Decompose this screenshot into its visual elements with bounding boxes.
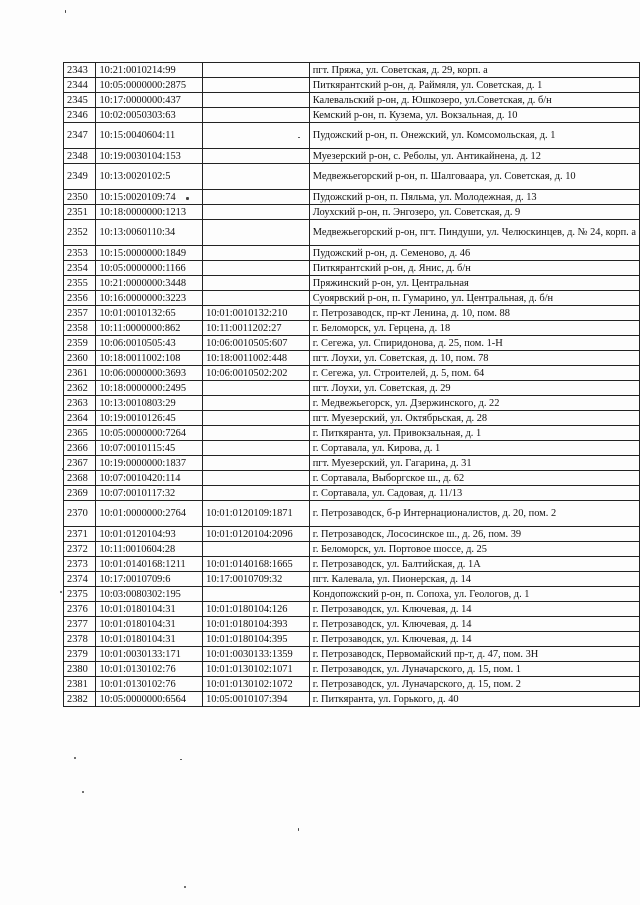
room-cadastral-number-cell xyxy=(203,276,310,291)
address-cell: пгт. Лоухи, ул. Советская, д. 29 xyxy=(309,381,639,396)
address-cell: г. Питкяранта, ул. Привокзальная, д. 1 xyxy=(309,426,639,441)
table-row xyxy=(64,321,640,336)
address-cell: г. Петрозаводск, Лососинское ш., д. 26, пом. 39 xyxy=(309,527,639,542)
room-cadastral-number-cell: 10:01:0180104:126 xyxy=(203,602,310,617)
address-cell: Медвежьегорский р-он, пгт. Пиндуши, ул. Челюскинцев, д. № 24, корп. а xyxy=(309,220,639,246)
row-number-cell: 2365 xyxy=(64,426,96,441)
address-cell: Питкярантский р-он, д. Раймяля, ул. Советская, д. 1 xyxy=(309,78,639,93)
cadastral-number-cell: 10:03:0080302:195 xyxy=(96,587,203,602)
room-cadastral-number-cell: 10:01:0130102:1071 xyxy=(203,662,310,677)
table-row xyxy=(64,617,640,632)
address-cell: пгт. Муезерский, ул. Гагарина, д. 31 xyxy=(309,456,639,471)
address-cell: пгт. Пряжа, ул. Советская, д. 29, корп. а xyxy=(309,63,639,78)
row-number-cell: 2351 xyxy=(64,205,96,220)
address-cell: Пудожский р-он, п. Пяльма, ул. Молодежная, д. 13 xyxy=(309,190,639,205)
address-cell: Пудожский р-он, д. Семеново, д. 46 xyxy=(309,246,639,261)
cadastral-number-cell: 10:17:0000000:437 xyxy=(96,93,203,108)
address-cell: Суоярвский р-он, п. Гумарино, ул. Центральная, д. б/н xyxy=(309,291,639,306)
row-number-cell: 2370 xyxy=(64,501,96,527)
cadastral-number-cell: 10:01:0120104:93 xyxy=(96,527,203,542)
cadastral-number-cell: 10:13:0010803:29 xyxy=(96,396,203,411)
table-row xyxy=(64,190,640,205)
cadastral-number-cell: 10:19:0000000:1837 xyxy=(96,456,203,471)
room-cadastral-number-cell xyxy=(203,441,310,456)
cadastral-number-cell: 10:07:0010115:45 xyxy=(96,441,203,456)
row-number-cell: 2362 xyxy=(64,381,96,396)
room-cadastral-number-cell: 10:17:0010709:32 xyxy=(203,572,310,587)
table-row xyxy=(64,93,640,108)
scan-speck xyxy=(180,759,182,760)
address-cell: Питкярантский р-он, д. Янис, д. б/н xyxy=(309,261,639,276)
address-cell: г. Петрозаводск, ул. Ключевая, д. 14 xyxy=(309,602,639,617)
room-cadastral-number-cell: 10:01:0120109:1871 xyxy=(203,501,310,527)
table-row xyxy=(64,647,640,662)
row-number-cell: 2360 xyxy=(64,351,96,366)
room-cadastral-number-cell xyxy=(203,93,310,108)
address-cell: г. Сегежа, ул. Строителей, д. 5, пом. 64 xyxy=(309,366,639,381)
table-row xyxy=(64,381,640,396)
address-cell: г. Петрозаводск, ул. Ключевая, д. 14 xyxy=(309,632,639,647)
address-cell: г. Питкяранта, ул. Горького, д. 40 xyxy=(309,692,639,707)
address-cell: г. Петрозаводск, ул. Балтийская, д. 1А xyxy=(309,557,639,572)
table-row xyxy=(64,456,640,471)
table-row xyxy=(64,366,640,381)
cadastral-number-cell: 10:13:0060110:34 xyxy=(96,220,203,246)
row-number-cell: 2382 xyxy=(64,692,96,707)
room-cadastral-number-cell: 10:06:0010505:607 xyxy=(203,336,310,351)
scan-speck xyxy=(298,828,299,831)
room-cadastral-number-cell xyxy=(203,246,310,261)
row-number-cell: 2377 xyxy=(64,617,96,632)
property-register-table xyxy=(63,62,640,707)
room-cadastral-number-cell xyxy=(203,587,310,602)
address-cell: Лоухский р-он, п. Энгозеро, ул. Советская, д. 9 xyxy=(309,205,639,220)
address-cell: г. Сегежа, ул. Спиридонова, д. 25, пом. 1-Н xyxy=(309,336,639,351)
row-number-cell: 2354 xyxy=(64,261,96,276)
room-cadastral-number-cell: 10:01:0030133:1359 xyxy=(203,647,310,662)
row-number-cell: 2347 xyxy=(64,123,96,149)
row-number-cell: 2374 xyxy=(64,572,96,587)
row-number-cell: 2372 xyxy=(64,542,96,557)
row-number-cell: 2366 xyxy=(64,441,96,456)
row-number-cell: 2349 xyxy=(64,164,96,190)
row-number-cell: 2355 xyxy=(64,276,96,291)
room-cadastral-number-cell xyxy=(203,190,310,205)
table-row xyxy=(64,662,640,677)
room-cadastral-number-cell xyxy=(203,396,310,411)
table-row xyxy=(64,486,640,501)
cadastral-number-cell: 10:18:0000000:2495 xyxy=(96,381,203,396)
row-number-cell: 2361 xyxy=(64,366,96,381)
row-number-cell: 2368 xyxy=(64,471,96,486)
row-number-cell: 2364 xyxy=(64,411,96,426)
row-number-cell: 2381 xyxy=(64,677,96,692)
address-cell: г. Медвежьегорск, ул. Дзержинского, д. 22 xyxy=(309,396,639,411)
table-row xyxy=(64,246,640,261)
cadastral-number-cell: 10:01:0140168:1211 xyxy=(96,557,203,572)
cadastral-number-cell: 10:15:0040604:11 xyxy=(96,123,203,149)
cadastral-number-cell: 10:01:0130102:76 xyxy=(96,677,203,692)
address-cell: пгт. Муезерский, ул. Октябрьская, д. 28 xyxy=(309,411,639,426)
address-cell: г. Петрозаводск, пр-кт Ленина, д. 10, пом. 88 xyxy=(309,306,639,321)
cadastral-number-cell: 10:19:0030104:153 xyxy=(96,149,203,164)
cadastral-number-cell: 10:02:0050303:63 xyxy=(96,108,203,123)
room-cadastral-number-cell xyxy=(203,426,310,441)
table-row xyxy=(64,677,640,692)
table-row xyxy=(64,692,640,707)
room-cadastral-number-cell: 10:05:0010107:394 xyxy=(203,692,310,707)
table-row xyxy=(64,632,640,647)
cadastral-number-cell: 10:05:0000000:2875 xyxy=(96,78,203,93)
cadastral-number-cell: 10:05:0000000:7264 xyxy=(96,426,203,441)
table-row xyxy=(64,276,640,291)
table-row xyxy=(64,557,640,572)
cadastral-number-cell: 10:01:0180104:31 xyxy=(96,602,203,617)
cadastral-number-cell: 10:01:0180104:31 xyxy=(96,632,203,647)
cadastral-number-cell: 10:01:0000000:2764 xyxy=(96,501,203,527)
cadastral-number-cell: 10:07:0010420:114 xyxy=(96,471,203,486)
table-row xyxy=(64,220,640,246)
cadastral-number-cell: 10:16:0000000:3223 xyxy=(96,291,203,306)
table-row xyxy=(64,336,640,351)
row-number-cell: 2358 xyxy=(64,321,96,336)
scan-speck xyxy=(82,791,84,793)
address-cell: г. Петрозаводск, ул. Луначарского, д. 15, пом. 1 xyxy=(309,662,639,677)
scan-speck xyxy=(62,468,64,470)
row-number-cell: 2376 xyxy=(64,602,96,617)
room-cadastral-number-cell xyxy=(203,205,310,220)
address-cell: Медвежьегорский р-он, п. Шалговаара, ул. Советская, д. 10 xyxy=(309,164,639,190)
cadastral-number-cell: 10:07:0010117:32 xyxy=(96,486,203,501)
room-cadastral-number-cell: 10:11:0011202:27 xyxy=(203,321,310,336)
row-number-cell: 2375 xyxy=(64,587,96,602)
cadastral-number-cell: 10:11:0010604:28 xyxy=(96,542,203,557)
table-row xyxy=(64,261,640,276)
room-cadastral-number-cell: 10:01:0130102:1072 xyxy=(203,677,310,692)
table-row xyxy=(64,411,640,426)
room-cadastral-number-cell: 10:06:0010502:202 xyxy=(203,366,310,381)
row-number-cell: 2369 xyxy=(64,486,96,501)
scan-speck xyxy=(298,137,300,138)
row-number-cell: 2348 xyxy=(64,149,96,164)
room-cadastral-number-cell xyxy=(203,220,310,246)
address-cell: г. Петрозаводск, б-р Интернационалистов, д. 20, пом. 2 xyxy=(309,501,639,527)
scan-speck xyxy=(65,10,66,13)
cadastral-number-cell: 10:05:0000000:1166 xyxy=(96,261,203,276)
address-cell: Муезерский р-он, с. Реболы, ул. Антикайнена, д. 12 xyxy=(309,149,639,164)
table-row xyxy=(64,149,640,164)
table-row xyxy=(64,63,640,78)
row-number-cell: 2378 xyxy=(64,632,96,647)
room-cadastral-number-cell xyxy=(203,78,310,93)
room-cadastral-number-cell xyxy=(203,123,310,149)
row-number-cell: 2380 xyxy=(64,662,96,677)
room-cadastral-number-cell: 10:01:0180104:393 xyxy=(203,617,310,632)
cadastral-number-cell: 10:01:0030133:171 xyxy=(96,647,203,662)
table-row xyxy=(64,441,640,456)
table-row xyxy=(64,205,640,220)
table-row xyxy=(64,108,640,123)
address-cell: г. Сортавала, ул. Садовая, д. 11/13 xyxy=(309,486,639,501)
cadastral-number-cell: 10:13:0020102:5 xyxy=(96,164,203,190)
row-number-cell: 2363 xyxy=(64,396,96,411)
row-number-cell: 2344 xyxy=(64,78,96,93)
room-cadastral-number-cell xyxy=(203,108,310,123)
table-row xyxy=(64,471,640,486)
row-number-cell: 2367 xyxy=(64,456,96,471)
table-row xyxy=(64,396,640,411)
room-cadastral-number-cell xyxy=(203,486,310,501)
room-cadastral-number-cell xyxy=(203,164,310,190)
address-cell: Пудожский р-он, п. Онежский, ул. Комсомольская, д. 1 xyxy=(309,123,639,149)
cadastral-number-cell: 10:18:0000000:1213 xyxy=(96,205,203,220)
row-number-cell: 2345 xyxy=(64,93,96,108)
room-cadastral-number-cell xyxy=(203,291,310,306)
cadastral-number-cell: 10:19:0010126:45 xyxy=(96,411,203,426)
address-cell: г. Сортавала, ул. Кирова, д. 1 xyxy=(309,441,639,456)
cadastral-number-cell: 10:21:0010214:99 xyxy=(96,63,203,78)
address-cell: Калевальский р-он, д. Юшкозеро, ул.Советская, д. б/н xyxy=(309,93,639,108)
table-row xyxy=(64,291,640,306)
table-row xyxy=(64,123,640,149)
table-row xyxy=(64,572,640,587)
cadastral-number-cell: 10:01:0130102:76 xyxy=(96,662,203,677)
room-cadastral-number-cell xyxy=(203,456,310,471)
scan-speck xyxy=(184,886,186,888)
cadastral-number-cell: 10:01:0010132:65 xyxy=(96,306,203,321)
register-table-body xyxy=(64,63,640,707)
table-row xyxy=(64,426,640,441)
row-number-cell: 2352 xyxy=(64,220,96,246)
address-cell: Пряжинский р-он, ул. Центральная xyxy=(309,276,639,291)
row-number-cell: 2379 xyxy=(64,647,96,662)
room-cadastral-number-cell xyxy=(203,381,310,396)
address-cell: Кондопожский р-он, п. Сопоха, ул. Геологов, д. 1 xyxy=(309,587,639,602)
cadastral-number-cell: 10:18:0011002:108 xyxy=(96,351,203,366)
room-cadastral-number-cell: 10:01:0120104:2096 xyxy=(203,527,310,542)
row-number-cell: 2359 xyxy=(64,336,96,351)
table-row xyxy=(64,351,640,366)
address-cell: г. Петрозаводск, ул. Ключевая, д. 14 xyxy=(309,617,639,632)
row-number-cell: 2357 xyxy=(64,306,96,321)
table-row xyxy=(64,306,640,321)
row-number-cell: 2343 xyxy=(64,63,96,78)
address-cell: г. Петрозаводск, ул. Луначарского, д. 15, пом. 2 xyxy=(309,677,639,692)
address-cell: пгт. Калевала, ул. Пионерская, д. 14 xyxy=(309,572,639,587)
table-row xyxy=(64,587,640,602)
cadastral-number-cell: 10:06:0010505:43 xyxy=(96,336,203,351)
room-cadastral-number-cell xyxy=(203,411,310,426)
table-row xyxy=(64,78,640,93)
cadastral-number-cell: 10:11:0000000:862 xyxy=(96,321,203,336)
address-cell: г. Петрозаводск, Первомайский пр-т, д. 47, пом. 3Н xyxy=(309,647,639,662)
table-row xyxy=(64,602,640,617)
table-row xyxy=(64,164,640,190)
cadastral-number-cell: 10:17:0010709:6 xyxy=(96,572,203,587)
table-row xyxy=(64,527,640,542)
room-cadastral-number-cell: 10:01:0140168:1665 xyxy=(203,557,310,572)
cadastral-number-cell: 10:15:0020109:74 xyxy=(96,190,203,205)
row-number-cell: 2356 xyxy=(64,291,96,306)
cadastral-number-cell: 10:05:0000000:6564 xyxy=(96,692,203,707)
room-cadastral-number-cell: 10:01:0180104:395 xyxy=(203,632,310,647)
cadastral-number-cell: 10:15:0000000:1849 xyxy=(96,246,203,261)
cadastral-number-cell: 10:21:0000000:3448 xyxy=(96,276,203,291)
scan-speck xyxy=(60,591,62,593)
address-cell: Кемский р-он, п. Кузема, ул. Вокзальная, д. 10 xyxy=(309,108,639,123)
room-cadastral-number-cell: 10:18:0011002:448 xyxy=(203,351,310,366)
address-cell: г. Беломорск, ул. Портовое шоссе, д. 25 xyxy=(309,542,639,557)
scan-speck xyxy=(186,197,189,200)
cadastral-number-cell: 10:01:0180104:31 xyxy=(96,617,203,632)
room-cadastral-number-cell xyxy=(203,471,310,486)
address-cell: г. Сортавала, Выборгское ш., д. 62 xyxy=(309,471,639,486)
room-cadastral-number-cell xyxy=(203,261,310,276)
cadastral-number-cell: 10:06:0000000:3693 xyxy=(96,366,203,381)
row-number-cell: 2371 xyxy=(64,527,96,542)
table-row xyxy=(64,501,640,527)
row-number-cell: 2373 xyxy=(64,557,96,572)
address-cell: г. Беломорск, ул. Герцена, д. 18 xyxy=(309,321,639,336)
row-number-cell: 2353 xyxy=(64,246,96,261)
table-row xyxy=(64,542,640,557)
row-number-cell: 2346 xyxy=(64,108,96,123)
scan-speck xyxy=(74,757,76,759)
room-cadastral-number-cell xyxy=(203,149,310,164)
room-cadastral-number-cell xyxy=(203,542,310,557)
room-cadastral-number-cell: 10:01:0010132:210 xyxy=(203,306,310,321)
room-cadastral-number-cell xyxy=(203,63,310,78)
address-cell: пгт. Лоухи, ул. Советская, д. 10, пом. 78 xyxy=(309,351,639,366)
row-number-cell: 2350 xyxy=(64,190,96,205)
